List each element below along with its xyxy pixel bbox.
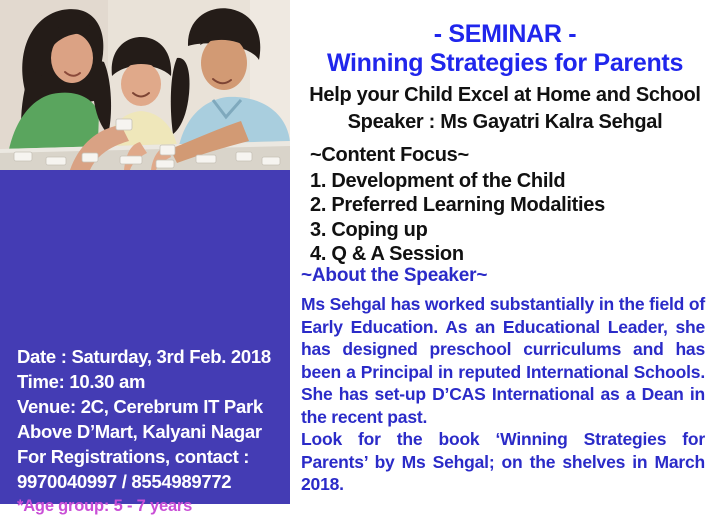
content-item-2: 2. Preferred Learning Modalities — [310, 194, 605, 216]
tagline: Help your Child Excel at Home and School — [309, 84, 701, 106]
tagline-block — [290, 82, 720, 136]
about-paragraph-1: Ms Sehgal has worked substantially in the field of Early Education. As an Educational Leader, she has designed preschool curriculums and has been a Principal in reputed International Schools. She has set-up D’CAS International as a Dean in the recent past. — [301, 294, 705, 427]
family-photo — [0, 0, 290, 170]
content-item-4: 4. Q & A Session — [310, 243, 464, 265]
seminar-subtitle: Winning Strategies for Parents — [326, 49, 684, 77]
content-item-1: 1. Development of the Child — [310, 169, 566, 192]
content-focus-section — [310, 143, 710, 267]
detail-venue: Venue: 2C, Cerebrum IT Park — [17, 396, 263, 417]
detail-time: Time: 10.30 am — [17, 371, 146, 392]
age-group-note: *Age group: 5 - 7 years — [17, 497, 193, 515]
seminar-title: - SEMINAR - — [433, 20, 577, 48]
speaker-line: Speaker : Ms Gayatri Kalra Sehgal — [347, 111, 663, 133]
right-panel — [290, 0, 720, 504]
about-speaker-section — [301, 293, 705, 496]
content-item-3: 3. Coping up — [310, 218, 428, 241]
about-paragraph-2: Look for the book ‘Winning Strategies for Parents’ by Ms Sehgal; on the shelves in March 2018. — [301, 429, 705, 494]
content-focus-heading: ~Content Focus~ — [310, 144, 469, 166]
detail-phone-numbers: 9970040997 / 8554989772 — [17, 471, 232, 492]
detail-registration: For Registrations, contact : — [17, 446, 250, 467]
detail-date: Date : Saturday, 3rd Feb. 2018 — [17, 346, 271, 367]
event-details — [17, 344, 282, 516]
left-panel — [0, 0, 290, 515]
title-block — [290, 20, 720, 78]
detail-venue-2: Above D’Mart, Kalyani Nagar — [17, 421, 262, 442]
about-speaker-heading: ~About the Speaker~ — [301, 265, 488, 286]
